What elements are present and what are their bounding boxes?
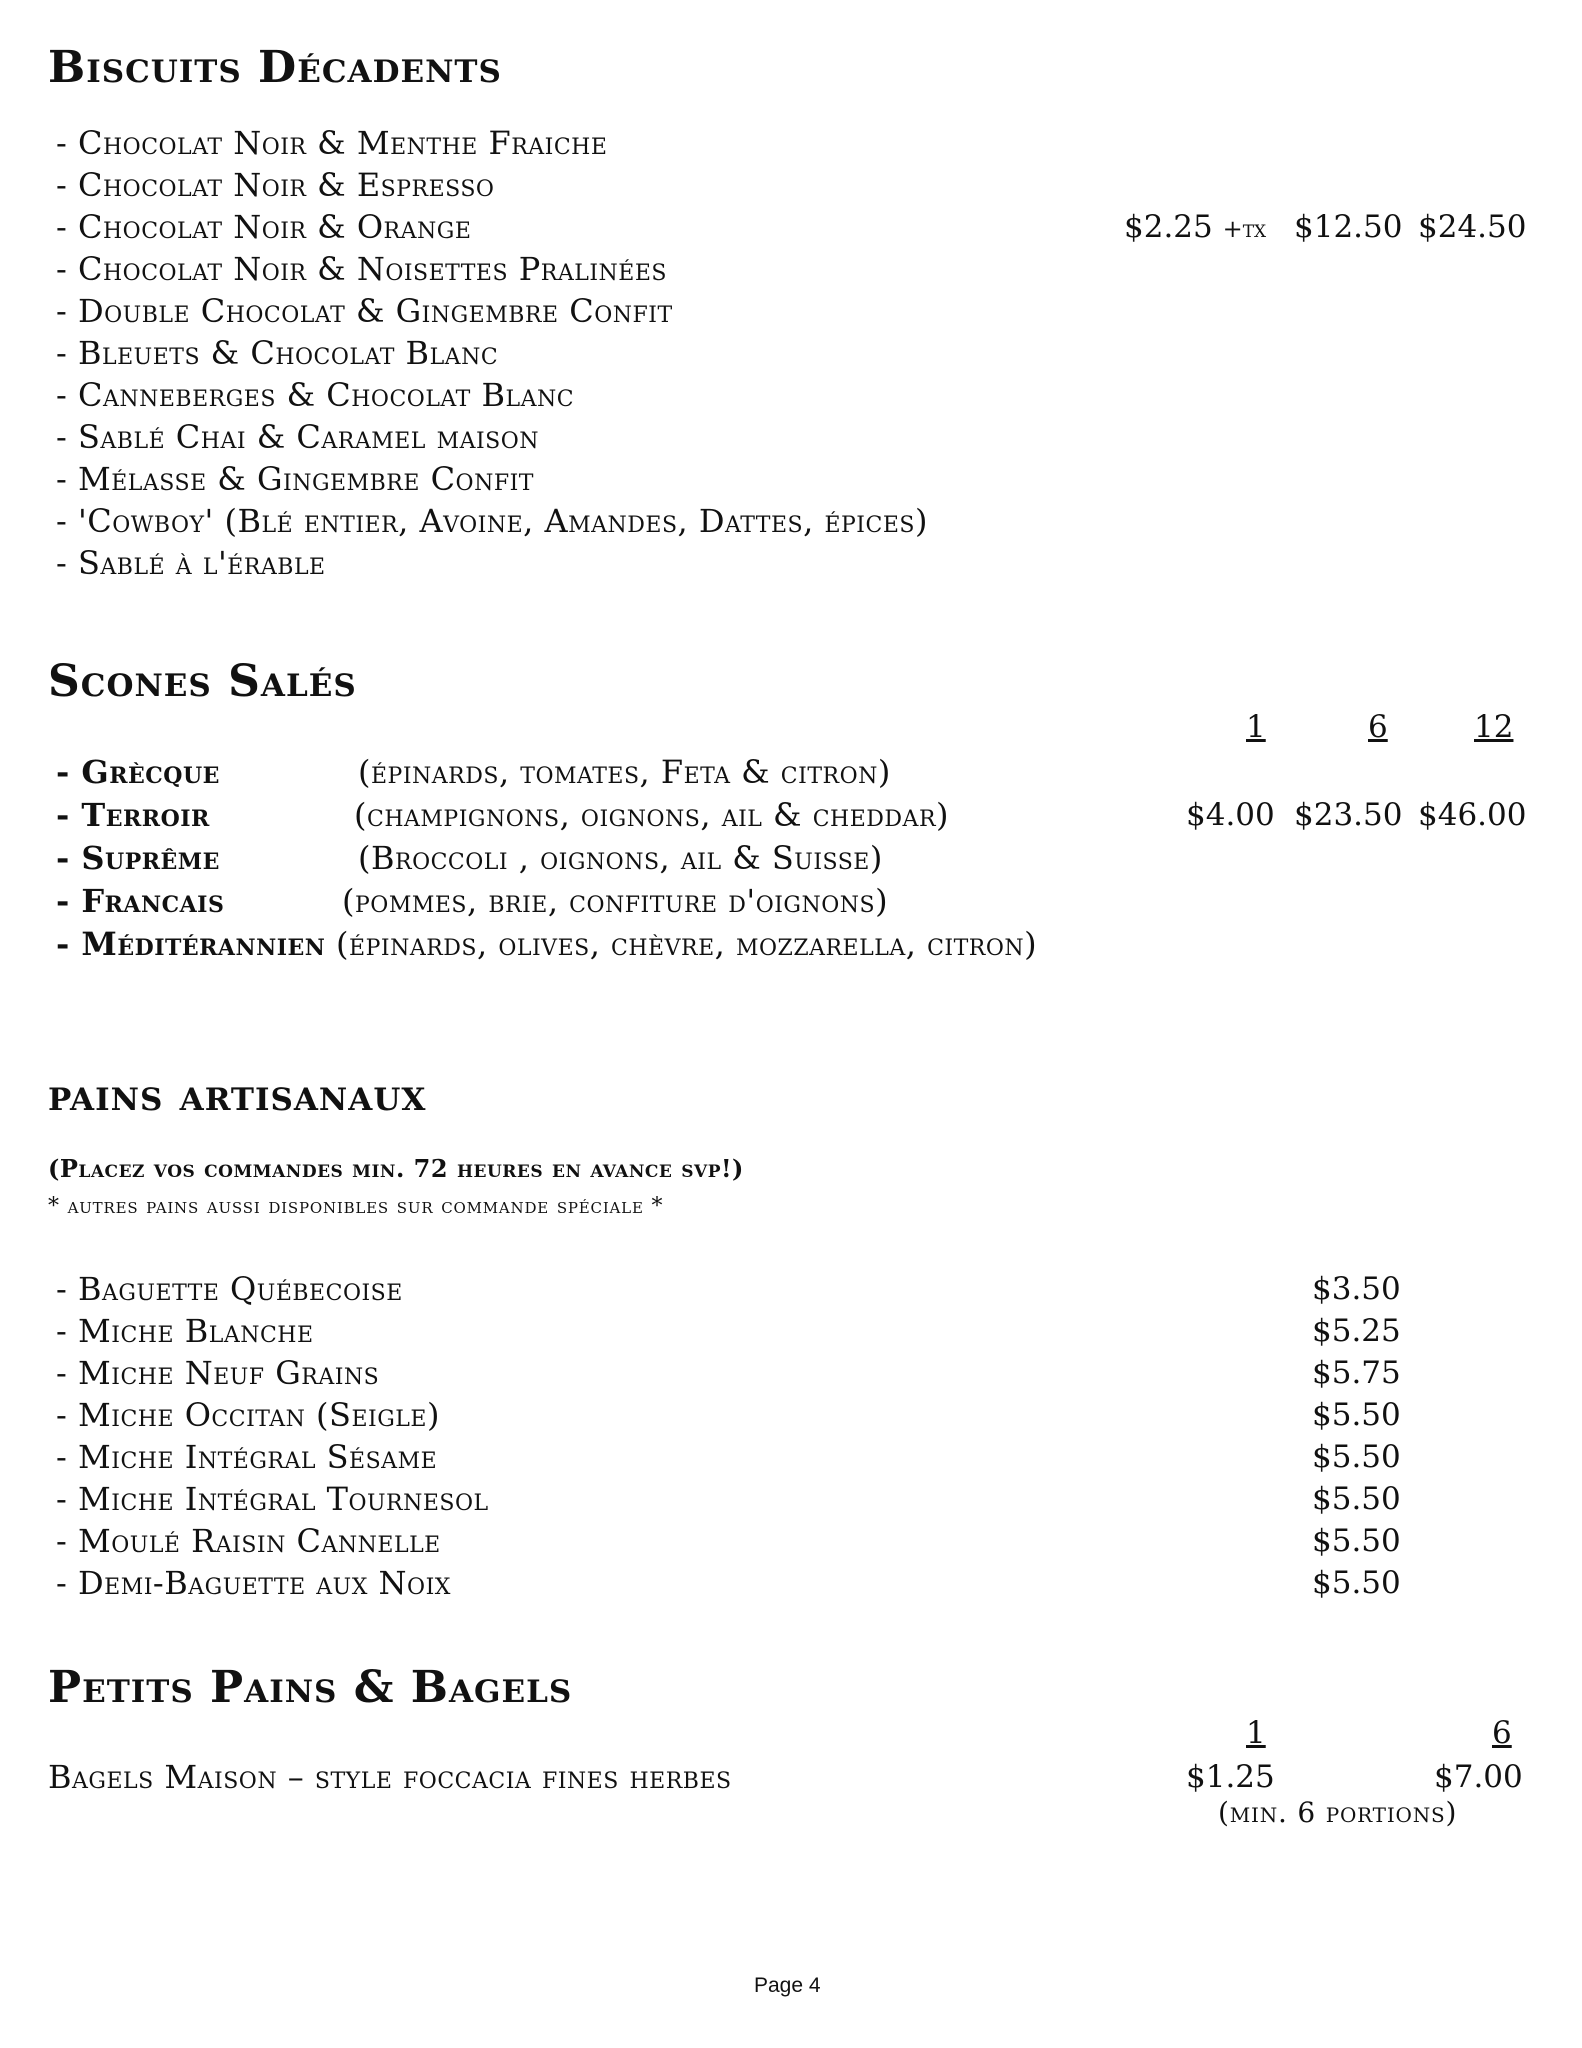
price-value: $5.50 xyxy=(1312,1523,1401,1559)
price-value: $3.50 xyxy=(1312,1271,1401,1307)
price-value: $5.50 xyxy=(1312,1439,1401,1475)
list-item: - Moulé Raisin Cannelle xyxy=(56,1522,441,1560)
scone-row xyxy=(56,794,210,836)
list-item: - Baguette Québecoise xyxy=(56,1270,403,1308)
scone-row xyxy=(56,837,220,879)
list-item: - Miche Neuf Grains xyxy=(56,1354,380,1392)
price-value: $5.50 xyxy=(1312,1397,1401,1433)
list-item: - Demi-Baguette aux Noix xyxy=(56,1564,451,1602)
scone-desc: (pommes, brie, confiture d'oignons) xyxy=(342,882,889,920)
list-item: - Mélasse & Gingembre Confit xyxy=(56,460,534,498)
bagels-qty-header-6: 6 xyxy=(1492,1715,1512,1751)
scone-desc: (Broccoli , oignons, ail & Suisse) xyxy=(358,839,883,877)
scone-name: - Grècque xyxy=(56,753,220,791)
list-item: - Bleuets & Chocolat Blanc xyxy=(56,334,499,372)
tax-note: +tx xyxy=(1222,215,1267,243)
list-item: - Miche Intégral Sésame xyxy=(56,1438,438,1476)
price-value: $5.25 xyxy=(1312,1313,1401,1349)
scone-desc: (épinards, olives, chèvre, mozzarella, citron) xyxy=(336,925,1038,963)
scone-name: - Méditérannien xyxy=(56,925,326,963)
scone-name: - Francais xyxy=(56,882,225,920)
scones-section-title: Scones Salés xyxy=(48,656,357,707)
pains-order-note: (Placez vos commandes min. 72 heures en avance svp!) xyxy=(48,1154,744,1183)
biscuits-price-single xyxy=(1124,206,1266,250)
scones-qty-header-1: 1 xyxy=(1246,709,1266,745)
pains-prices xyxy=(1312,1268,1401,1604)
biscuits-price-half-dozen: $12.50 xyxy=(1294,209,1403,245)
list-item: - Canneberges & Chocolat Blanc xyxy=(56,376,575,414)
list-item: - Miche Intégral Tournesol xyxy=(56,1480,489,1518)
scones-qty-header-6: 6 xyxy=(1368,709,1388,745)
list-item: - Double Chocolat & Gingembre Confit xyxy=(56,292,673,330)
list-item: - Chocolat Noir & Orange xyxy=(56,208,472,246)
price-value: $5.50 xyxy=(1312,1481,1401,1517)
bagels-price-single: $1.25 xyxy=(1186,1759,1275,1795)
list-item: - Miche Blanche xyxy=(56,1312,314,1350)
scone-name: - Suprême xyxy=(56,839,220,877)
price-value: $5.50 xyxy=(1312,1565,1401,1601)
list-item: - Sablé Chai & Caramel maison xyxy=(56,418,540,456)
biscuits-price-dozen: $24.50 xyxy=(1418,209,1527,245)
bagels-min-note: (min. 6 portions) xyxy=(1218,1796,1458,1829)
bagels-section-title: Petits Pains & Bagels xyxy=(48,1662,573,1713)
scones-price-dozen: $46.00 xyxy=(1418,797,1527,833)
scone-row xyxy=(56,751,220,793)
pains-list xyxy=(56,1268,489,1604)
scone-name: - Terroir xyxy=(56,796,210,834)
price-value: $5.75 xyxy=(1312,1355,1401,1391)
scones-price-six: $23.50 xyxy=(1294,797,1403,833)
bagels-price-six: $7.00 xyxy=(1434,1759,1523,1795)
scone-desc: (épinards, tomates, Feta & citron) xyxy=(358,753,891,791)
scone-row xyxy=(56,880,224,922)
list-item: - Chocolat Noir & Espresso xyxy=(56,166,495,204)
scone-row xyxy=(56,923,1037,965)
price-value: $2.25 xyxy=(1124,209,1213,245)
biscuits-list xyxy=(56,122,928,584)
list-item: - Chocolat Noir & Noisettes Pralinées xyxy=(56,250,667,288)
list-item: - Sablé à l'érable xyxy=(56,544,326,582)
list-item: - Miche Occitan (Seigle) xyxy=(56,1396,440,1434)
list-item: - 'Cowboy' (Blé entier, Avoine, Amandes, Dattes, épices) xyxy=(56,502,928,540)
pains-section-title: pains artisanaux xyxy=(48,1070,427,1121)
biscuits-section-title: Biscuits Décadents xyxy=(48,42,502,93)
scones-qty-header-12: 12 xyxy=(1474,709,1514,745)
list-item: - Chocolat Noir & Menthe Fraiche xyxy=(56,124,608,162)
page-number: Page 4 xyxy=(754,1974,821,1997)
bagels-item: Bagels Maison – style foccacia fines herbes xyxy=(48,1758,732,1796)
scone-desc: (champignons, oignons, ail & cheddar) xyxy=(354,796,949,834)
pains-special-note: * autres pains aussi disponibles sur commande spéciale * xyxy=(48,1194,664,1219)
bagels-qty-header-1: 1 xyxy=(1246,1715,1266,1751)
scones-price-single: $4.00 xyxy=(1186,797,1275,833)
